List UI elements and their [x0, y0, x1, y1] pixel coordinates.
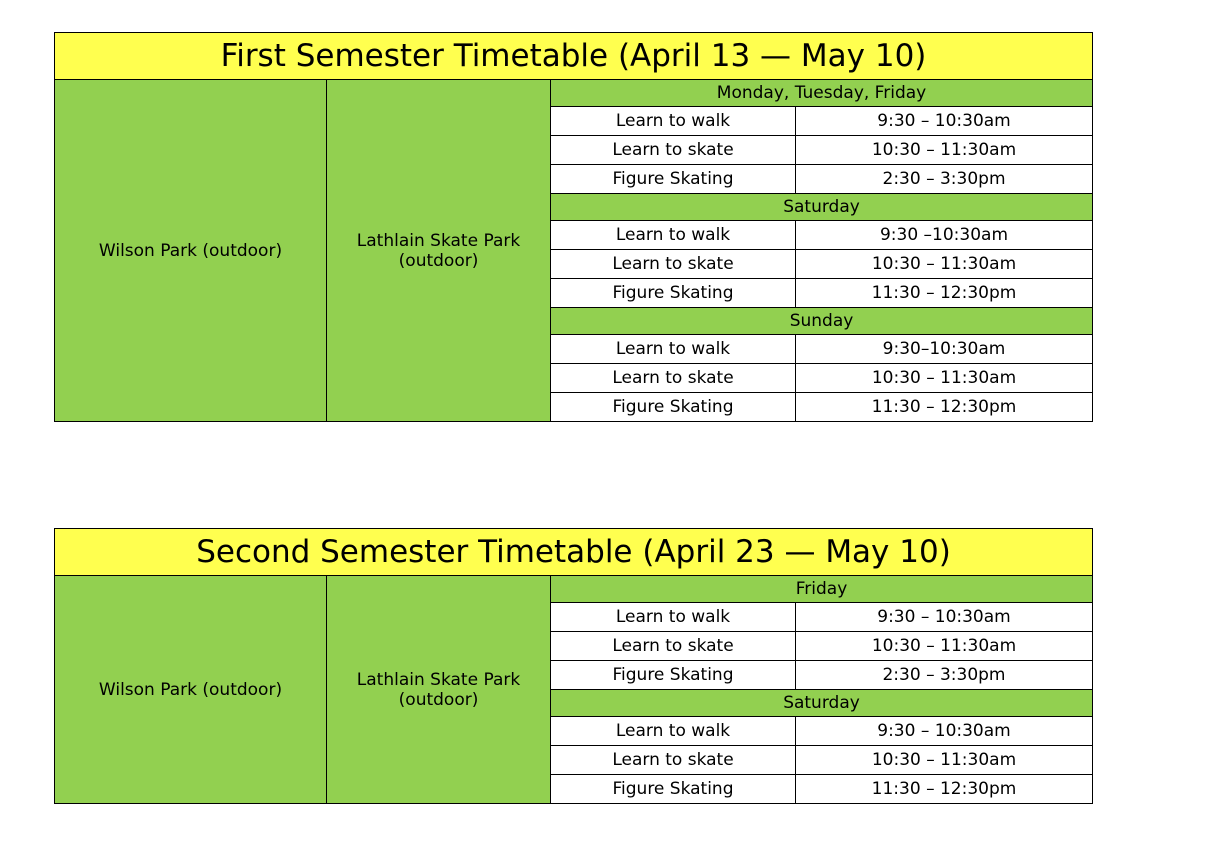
time-cell: 10:30 – 11:30am [796, 746, 1093, 775]
time-cell: 9:30 –10:30am [796, 221, 1093, 250]
day-header: Sunday [551, 308, 1093, 335]
activity-cell: Learn to walk [551, 107, 796, 136]
time-cell: 10:30 – 11:30am [796, 364, 1093, 393]
location-primary: Wilson Park (outdoor) [55, 576, 327, 804]
day-row [55, 80, 1093, 107]
activity-cell: Learn to skate [551, 746, 796, 775]
activity-cell: Learn to walk [551, 221, 796, 250]
time-cell: 2:30 – 3:30pm [796, 661, 1093, 690]
first-semester-table [54, 32, 1093, 422]
activity-cell: Figure Skating [551, 393, 796, 422]
location-secondary: Lathlain Skate Park (outdoor) [327, 576, 551, 804]
time-cell: 9:30 – 10:30am [796, 603, 1093, 632]
day-row [55, 576, 1093, 603]
day-header: Friday [551, 576, 1093, 603]
activity-cell: Figure Skating [551, 661, 796, 690]
time-cell: 2:30 – 3:30pm [796, 165, 1093, 194]
activity-cell: Figure Skating [551, 279, 796, 308]
table-title-row [55, 529, 1093, 576]
time-cell: 11:30 – 12:30pm [796, 393, 1093, 422]
activity-cell: Learn to skate [551, 136, 796, 165]
second-semester-table [54, 528, 1093, 804]
activity-cell: Learn to walk [551, 603, 796, 632]
location-primary: Wilson Park (outdoor) [55, 80, 327, 422]
day-header: Saturday [551, 690, 1093, 717]
activity-cell: Learn to skate [551, 364, 796, 393]
activity-cell: Figure Skating [551, 165, 796, 194]
time-cell: 11:30 – 12:30pm [796, 279, 1093, 308]
activity-cell: Figure Skating [551, 775, 796, 804]
table-title: Second Semester Timetable (April 23 — May 10) [55, 529, 1093, 576]
location-secondary: Lathlain Skate Park (outdoor) [327, 80, 551, 422]
time-cell: 9:30–10:30am [796, 335, 1093, 364]
time-cell: 9:30 – 10:30am [796, 107, 1093, 136]
time-cell: 11:30 – 12:30pm [796, 775, 1093, 804]
activity-cell: Learn to walk [551, 717, 796, 746]
time-cell: 9:30 – 10:30am [796, 717, 1093, 746]
time-cell: 10:30 – 11:30am [796, 632, 1093, 661]
activity-cell: Learn to walk [551, 335, 796, 364]
table-title-row [55, 33, 1093, 80]
activity-cell: Learn to skate [551, 250, 796, 279]
activity-cell: Learn to skate [551, 632, 796, 661]
table-title: First Semester Timetable (April 13 — May 10) [55, 33, 1093, 80]
time-cell: 10:30 – 11:30am [796, 136, 1093, 165]
day-header: Saturday [551, 194, 1093, 221]
time-cell: 10:30 – 11:30am [796, 250, 1093, 279]
day-header: Monday, Tuesday, Friday [551, 80, 1093, 107]
